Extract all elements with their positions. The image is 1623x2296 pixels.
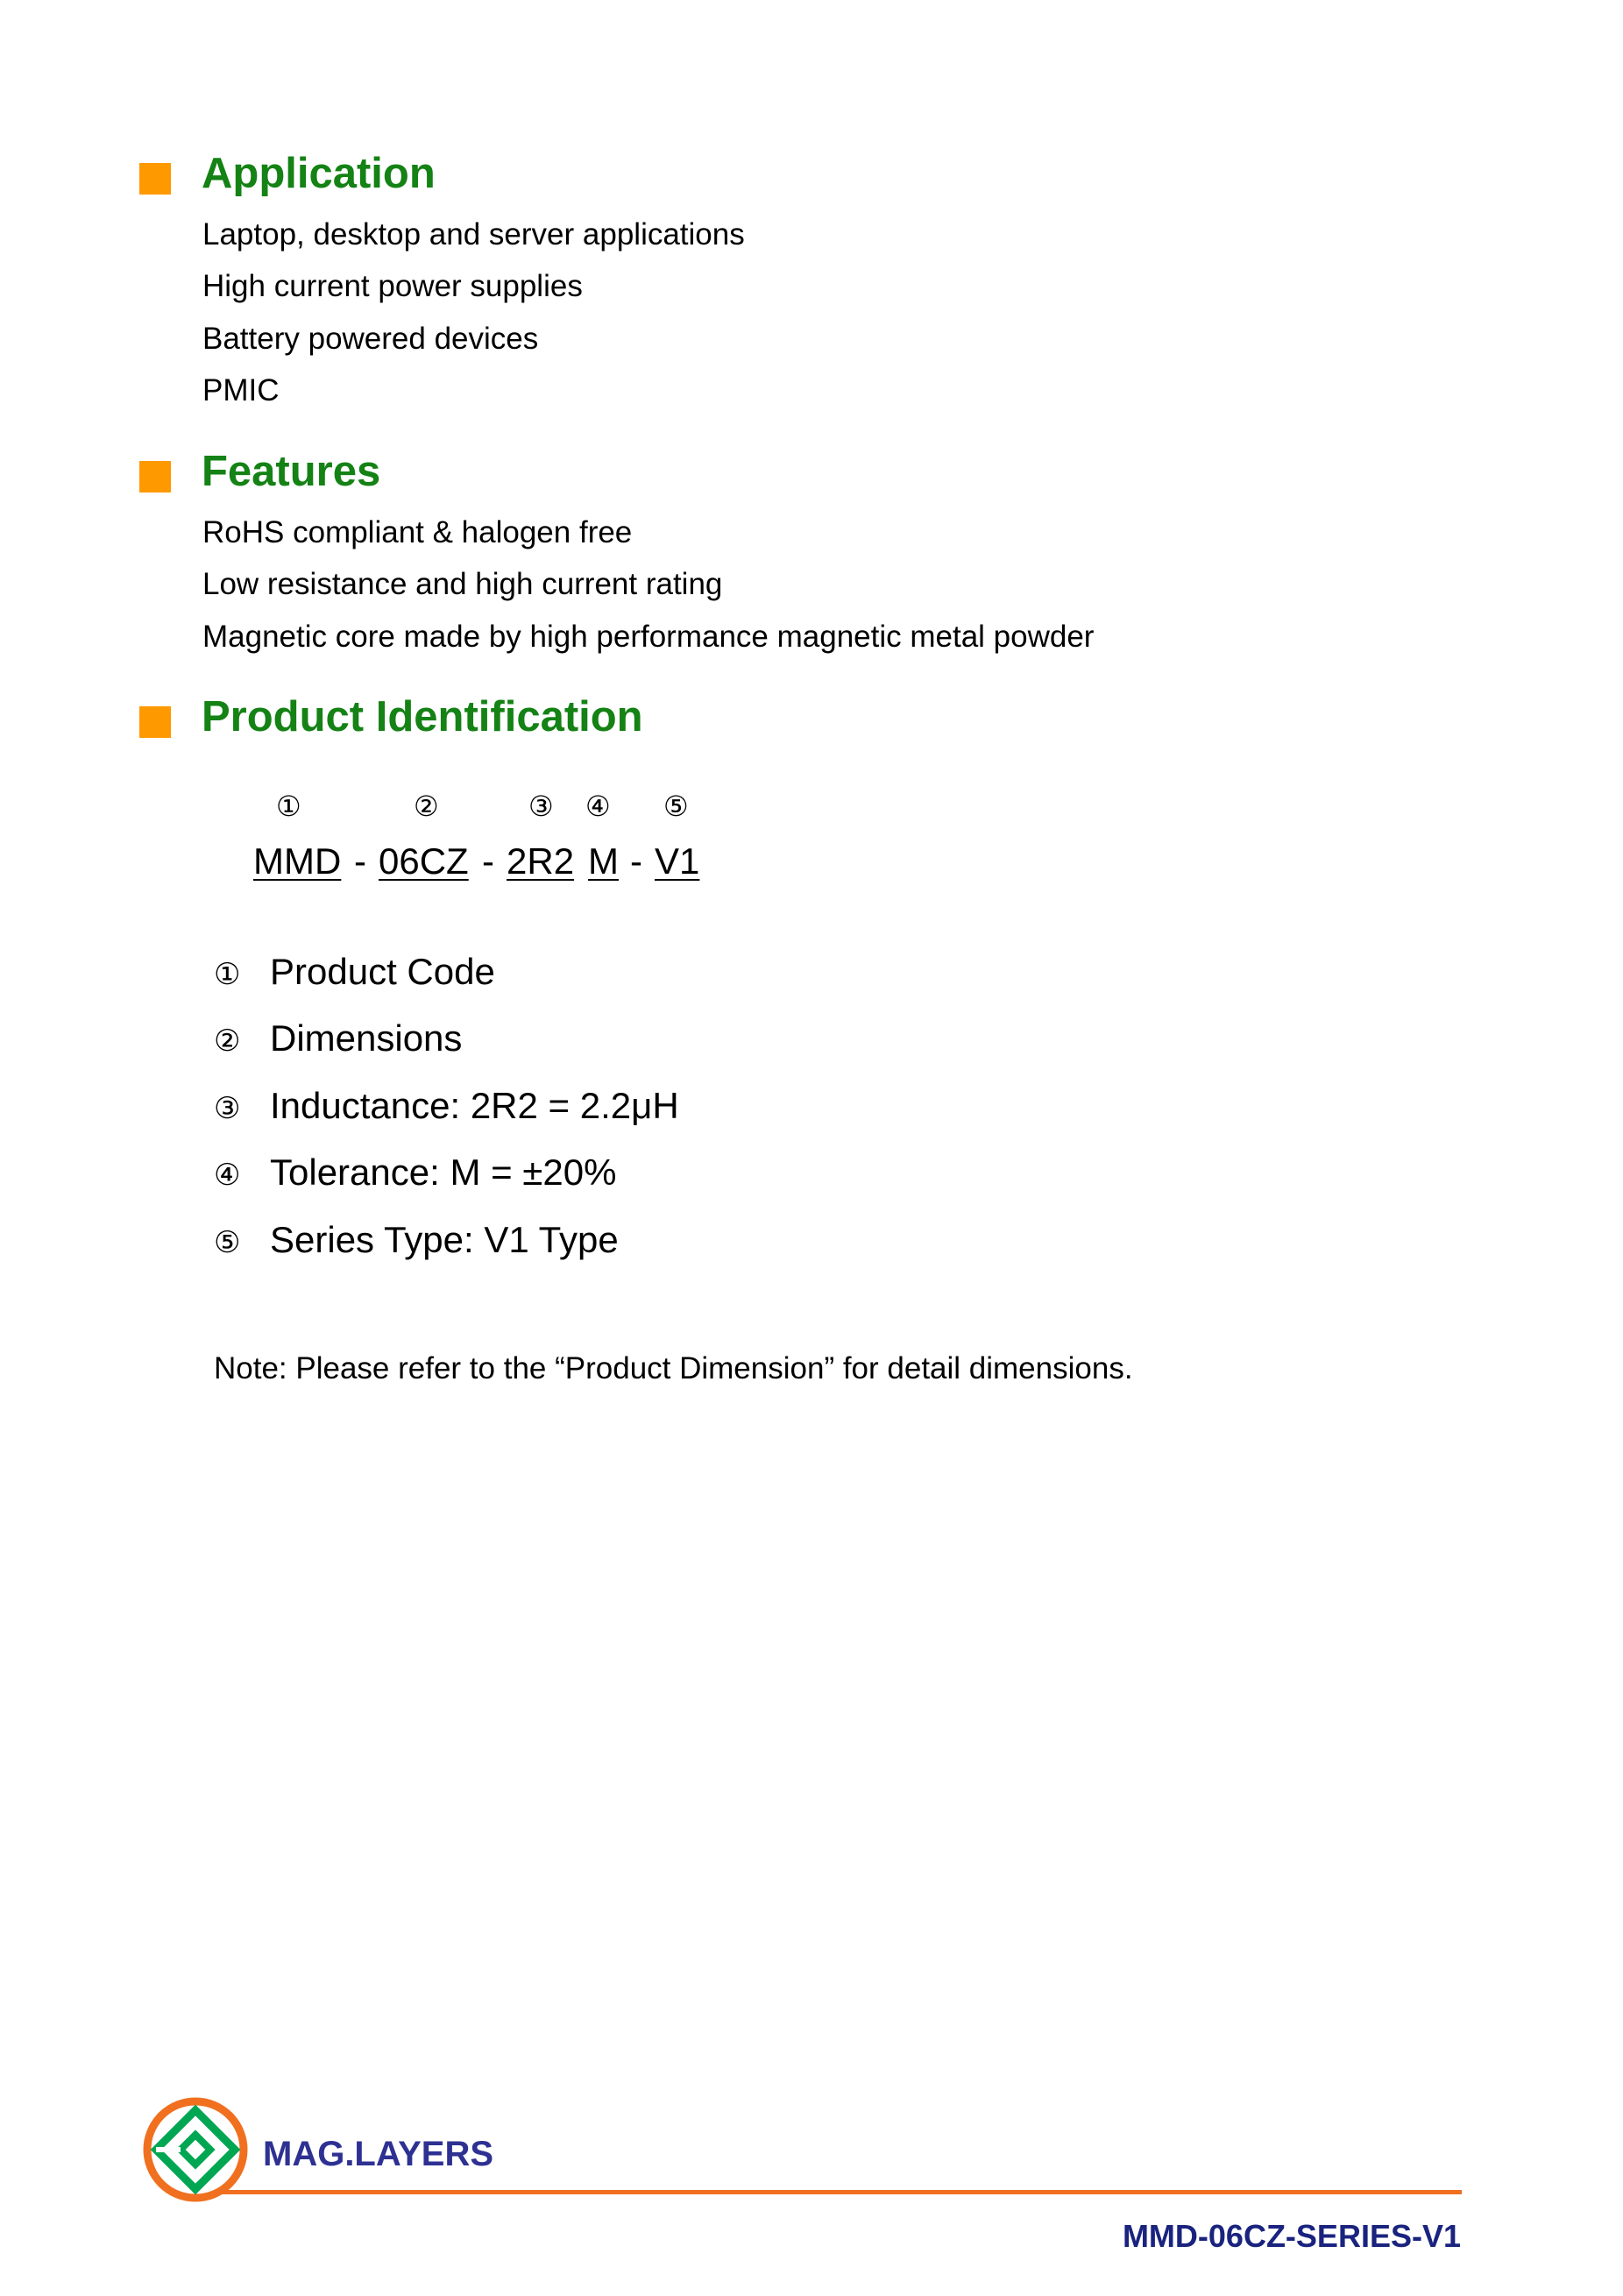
code-part-product-code: MMD [253,840,342,882]
legend-marker: ④ [214,1159,241,1192]
legend-marker: ① [214,958,241,991]
legend-marker: ③ [214,1092,241,1125]
application-item: PMIC [202,373,280,407]
legend-item [214,1017,463,1059]
section-bullet-icon [139,163,171,195]
legend-item [214,1154,616,1191]
legend-item [214,953,495,990]
brand-name: MAG.LAYERS [263,2135,494,2173]
code-marker-1: ① [276,790,301,822]
product-identification-heading: Product Identification [202,693,643,741]
section-bullet-icon [139,706,171,738]
code-marker-5: ⑤ [663,790,689,822]
application-item: Laptop, desktop and server applications [202,217,745,252]
code-part-series: V1 [655,840,700,882]
legend-text: Tolerance: M = ±20% [270,1152,617,1193]
legend-item [214,1219,619,1260]
application-item: High current power supplies [202,269,583,303]
document-id: MMD-06CZ-SERIES-V1 [1122,2218,1461,2254]
code-separator: - [630,840,642,882]
code-marker-4: ④ [585,790,611,822]
section-bullet-icon [139,461,171,493]
note-text: Note: Please refer to the “Product Dimension” for detail dimensions. [214,1351,1133,1385]
features-heading: Features [202,448,381,495]
code-part-dimensions: 06CZ [379,840,469,882]
features-item: Magnetic core made by high performance magnetic metal powder [202,620,1095,654]
code-part-inductance: 2R2 [507,840,575,882]
features-item: RoHS compliant & halogen free [202,515,633,549]
application-item: Battery powered devices [202,322,539,356]
code-part-tolerance: M [588,840,619,882]
legend-text: Inductance: 2R2 = 2.2μH [270,1085,679,1126]
footer-divider [219,2190,1462,2194]
code-marker-3: ③ [528,790,554,822]
legend-text: Series Type: V1 Type [270,1219,619,1260]
legend-item [214,1085,679,1126]
code-marker-2: ② [414,790,439,822]
legend-marker: ⑤ [214,1226,241,1259]
application-heading: Application [202,150,436,197]
legend-marker: ② [214,1024,241,1058]
legend-text: Product Code [270,951,495,992]
features-item: Low resistance and high current rating [202,567,723,601]
mag-layers-logo-icon [140,2094,251,2205]
code-separator: - [482,840,494,882]
code-separator: - [354,840,366,882]
legend-text: Dimensions [270,1017,463,1059]
